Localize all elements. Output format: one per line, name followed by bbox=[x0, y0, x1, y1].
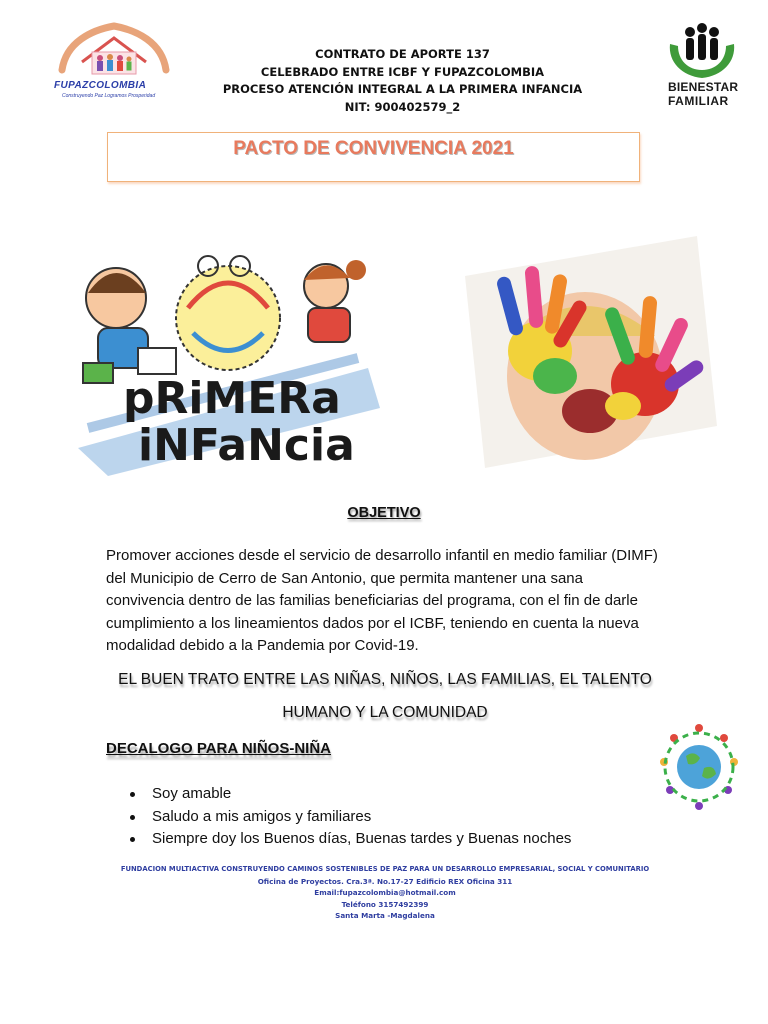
objetivo-line: modalidad debido a la Pandemia por Covid-19. bbox=[106, 637, 419, 654]
objetivo-heading: OBJETIVO bbox=[347, 505, 421, 521]
primera-text: pRiMERa bbox=[123, 373, 341, 424]
infancia-text: iNFaNcia bbox=[138, 420, 355, 471]
decalogo-heading: DECALOGO PARA NIÑOS-NIÑA bbox=[106, 740, 331, 757]
list-item: Soy amable bbox=[128, 783, 571, 806]
contract-header bbox=[200, 46, 605, 116]
buen-trato-statement bbox=[110, 663, 660, 729]
logo-line-1: BIENESTAR bbox=[668, 80, 739, 94]
footer bbox=[100, 864, 670, 922]
logo-brand-name: FUPAZCOLOMBIA bbox=[54, 80, 147, 91]
logo-slogan: Construyendo Paz Logramos Prosperidad bbox=[62, 93, 156, 99]
logo-line-2: FAMILIAR bbox=[668, 94, 729, 108]
objetivo-line: convivencia dentro de las familias beneficiarias del programa, con el fin de darle bbox=[106, 592, 638, 609]
header-line: NIT: 900402579_2 bbox=[344, 99, 461, 114]
objetivo-paragraph bbox=[106, 545, 666, 658]
bienestar-familiar-logo bbox=[664, 22, 740, 108]
objetivo-line: Promover acciones desde el servicio de desarrollo infantil en medio familiar (DIMF) bbox=[106, 547, 658, 564]
header-line: CONTRATO DE APORTE 137 bbox=[315, 47, 490, 61]
globe-children-icon bbox=[656, 718, 742, 812]
header-line: PROCESO ATENCIÓN INTEGRAL A LA PRIMERA INFANCIA bbox=[222, 82, 583, 96]
list-item: Siempre doy los Buenos días, Buenas tardes y Buenas noches bbox=[128, 828, 571, 851]
footer-line: Email:fupazcolombia@hotmail.com bbox=[314, 888, 456, 898]
painted-hands-icon bbox=[445, 236, 717, 468]
child-painted-hands-photo bbox=[445, 236, 717, 468]
buen-trato-line: EL BUEN TRATO ENTRE LAS NIÑAS, NIÑOS, LAS FAMILIAS, EL TALENTO bbox=[118, 671, 652, 688]
page-title: PACTO DE CONVIVENCIA 2021 bbox=[233, 138, 514, 159]
footer-line: FUNDACION MULTIACTIVA CONSTRUYENDO CAMINOS SOSTENIBLES DE PAZ PARA UN DESARROLLO EMPRESARIAL, SOCIAL Y COMUNITARIO bbox=[120, 865, 650, 873]
footer-line: Teléfono 3157492399 bbox=[341, 899, 429, 909]
children-around-globe-illustration bbox=[656, 718, 742, 812]
decalogo-list bbox=[128, 783, 571, 851]
title-box bbox=[107, 132, 640, 182]
primera-infancia-illustration bbox=[68, 238, 390, 476]
objetivo-line: cumplimiento a los lineamientos dados por el ICBF, teniendo en cuenta la nueva bbox=[106, 614, 639, 632]
footer-line: Santa Marta -Magdalena bbox=[335, 911, 435, 921]
list-item: Saludo a mis amigos y familiares bbox=[128, 806, 571, 829]
header-line: CELEBRADO ENTRE ICBF Y FUPAZCOLOMBIA bbox=[260, 64, 545, 79]
buen-trato-line: HUMANO Y LA COMUNIDAD bbox=[282, 704, 488, 721]
objetivo-line: del Municipio de Cerro de San Antonio, que permita mantener una sana bbox=[106, 569, 583, 587]
fupazcolombia-logo bbox=[52, 22, 180, 102]
family-figures-logo-icon bbox=[664, 22, 740, 80]
children-drawing-icon bbox=[68, 238, 390, 476]
footer-line: Oficina de Proyectos. Cra.3ª. No.17-27 Edificio REX Oficina 311 bbox=[257, 876, 513, 886]
hands-house-logo-icon bbox=[52, 22, 180, 82]
